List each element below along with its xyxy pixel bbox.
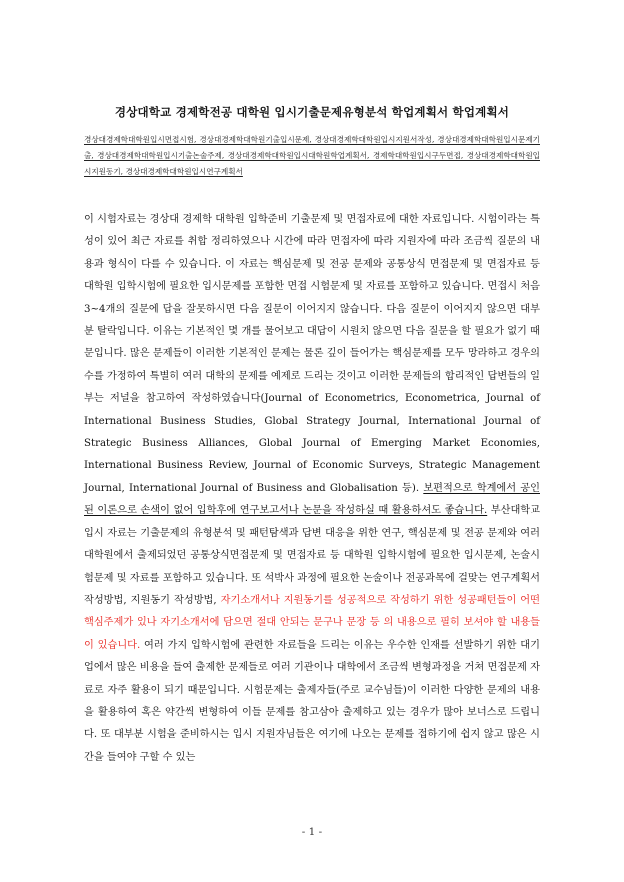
document-title: 경상대학교 경제학전공 대학원 입시기출문제유형분석 학업계획서 학업계획서 <box>114 105 510 119</box>
keyword-list: 경상대경제학대학원입시면접시험, 경상대경제학대학원기출입시문제, 경상대경제학대학원입시지원서작성, 경상대경제학대학원입시문제기출, 경상대경제학대학원입시기출논술주제, 경상대경제학대학원입시대학원학업계획서, 경제학대학원입시구두면접, 경상대경제학대학원입시지원동기, 경상대경제학대학원입시연구계획서 <box>84 135 540 176</box>
body-text-part2: 부산대학교 입시 자료는 기출문제의 유형분석 및 패턴탐색과 답변 대응을 위한 연구, 핵심문제 및 전공 문제와 여러 대학원에서 출제되었던 공통상식면접문제 및 면접자료 등 대학원 입학시험에 필요한 입시문제, 논술시험문제 및 자료를 포함하고 있습니다. 또 석박사 과정에 필요한 논술이나 전공과목에 걸맞는 연구계획서 작성방법, 지원동기 작성방법, <box>84 505 540 606</box>
body-paragraph <box>84 209 540 769</box>
body-underlined-text: 보편적으로 학계에서 공인된 이론으로 손색이 없어 입학후에 연구보고서나 논문을 작성하실 때 활용하셔도 좋습니다. <box>84 482 540 517</box>
body-highlight-red-text: 자기소개서나 지원동기를 성공적으로 작성하기 위한 성공패턴들이 어떤 핵심주제가 있나 자기소개서에 담으면 절대 안되는 문구나 문장 등 의 내용으로 필히 보셔야 할 내용들이 있습니다. <box>84 594 540 651</box>
page-number: - 1 - <box>301 826 323 838</box>
body-text-part1: 이 시험자료는 경상대 경제학 대학원 입학준비 기출문제 및 면접자료에 대한 자료입니다. 시험이라는 특성이 있어 최근 자료를 취합 정리하였으나 시간에 따라 면접자에 따라 지원자에 따라 조금씩 질문의 내용과 형식이 다를 수 있습니다. 이 자료는 핵심문제 및 전공 문제와 공통상식 면접문제 및 면접자료 등 대학원 입학시험에 필요한 입시문제를 포함한 면접 시험문제 및 자료를 포함하고 있습니다. 면접시 처음 3~4개의 질문에 답을 잘못하시면 다음 질문이 이어지지 않습니다. 다음 질문이 이어지지 않으면 대부분 탈락입니다. 이유는 기본적인 몇 개를 물어보고 대답이 시원치 않으면 다음 질문을 할 필요가 없기 때문입니다. 많은 문제들이 이러한 기본적인 문제는 물론 깊이 들어가는 핵심문제를 모두 망라하고 경우의 수를 가정하여 특별히 여러 대학의 문제를 예제로 드리는 것이고 이러한 문제들의 합리적인 답변들의 일부는 저널을 참고하여 작성하였습니다(Journal of Econometrics, Econometrica, Journal of International Business Studies, Global Strategy Journal, International Journal of Strategic Business Alliances, Global Journal of Emerging Market Economies, International Business Review, Journal of Economic Surveys, Strategic Management Journal, International Journal of Business and Globalisation 등). <box>84 214 540 494</box>
body-text-part3: 여러 가지 입학시험에 관련한 자료들을 드리는 이유는 우수한 인재를 선발하기 위한 대기업에서 많은 비용을 들여 출제한 문제들로 여러 기관이나 대학에서 조금씩 변형과정을 거쳐 면접문제 자료로 자주 활용이 되기 때문입니다. 시험문제는 출제자들(주로 교수님들)이 이러한 다양한 문제의 내용을 활용하여 혹은 약간씩 변형하여 이들 문제를 참고삼아 출제하고 있는 경우가 많아 보너스로 드립니다. 또 대부분 시험을 준비하시는 입시 지원자님들은 여기에 나오는 문제를 접하기에 쉽지 않고 많은 시간을 들여야 구할 수 있는 <box>84 639 540 763</box>
